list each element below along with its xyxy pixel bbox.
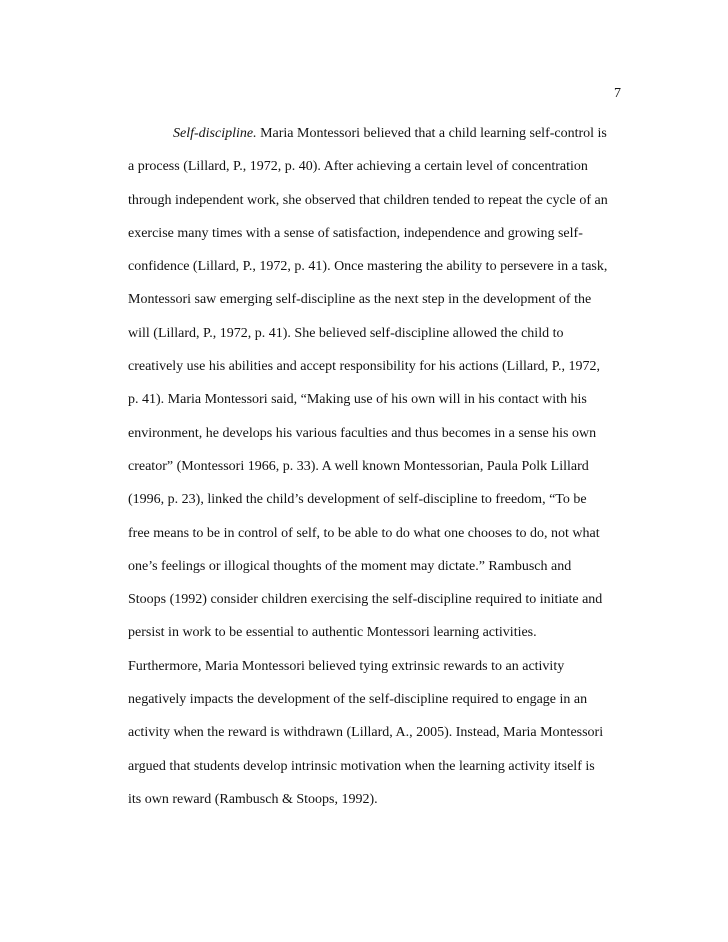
paragraph-line-1 bbox=[128, 124, 628, 157]
paragraph-line-text: Maria Montessori believed that a child learning self-control is bbox=[256, 126, 607, 141]
paragraph-line: a process (Lillard, P., 1972, p. 40). After achieving a certain level of concentration bbox=[128, 159, 588, 175]
body-paragraph bbox=[128, 124, 628, 823]
paragraph-line: activity when the reward is withdrawn (Lillard, A., 2005). Instead, Maria Montessori bbox=[128, 725, 604, 741]
paragraph-heading: Self-discipline. bbox=[173, 126, 257, 141]
paragraph-line: Furthermore, Maria Montessori believed tying extrinsic rewards to an activity bbox=[128, 658, 565, 674]
paragraph-line: free means to be in control of self, to be able to do what one chooses to do, not what bbox=[128, 525, 600, 541]
paragraph-line: creatively use his abilities and accept responsibility for his actions (Lillard, P., 1972, bbox=[128, 359, 601, 375]
paragraph-line: confidence (Lillard, P., 1972, p. 41). Once mastering the ability to persevere in a task, bbox=[128, 259, 608, 275]
paragraph-line: exercise many times with a sense of satisfaction, independence and growing self- bbox=[128, 225, 583, 241]
paragraph-line: persist in work to be essential to authentic Montessori learning activities. bbox=[128, 625, 537, 641]
paragraph-line: will (Lillard, P., 1972, p. 41). She believed self-discipline allowed the child to bbox=[128, 325, 564, 341]
paragraph-line: Montessori saw emerging self-discipline as the next step in the development of the bbox=[128, 292, 592, 308]
paragraph-line: negatively impacts the development of the self-discipline required to engage in an bbox=[128, 692, 588, 708]
paragraph-line: argued that students develop intrinsic motivation when the learning activity itself is bbox=[128, 758, 595, 774]
paragraph-line: Stoops (1992) consider children exercising the self-discipline required to initiate and bbox=[128, 592, 603, 608]
paragraph-line: its own reward (Rambusch & Stoops, 1992). bbox=[128, 791, 378, 807]
page-number: 7 bbox=[614, 86, 621, 101]
paragraph-line: through independent work, she observed that children tended to repeat the cycle of an bbox=[128, 192, 608, 208]
paragraph-line: environment, he develops his various faculties and thus becomes in a sense his own bbox=[128, 425, 597, 441]
paragraph-line: (1996, p. 23), linked the child’s development of self-discipline to freedom, “To be bbox=[128, 492, 587, 508]
paragraph-line: one’s feelings or illogical thoughts of the moment may dictate.” Rambusch and bbox=[128, 558, 572, 574]
paragraph-line: p. 41). Maria Montessori said, “Making use of his own will in his contact with his bbox=[128, 392, 587, 408]
paragraph-line: creator” (Montessori 1966, p. 33). A well known Montessorian, Paula Polk Lillard bbox=[128, 458, 589, 474]
